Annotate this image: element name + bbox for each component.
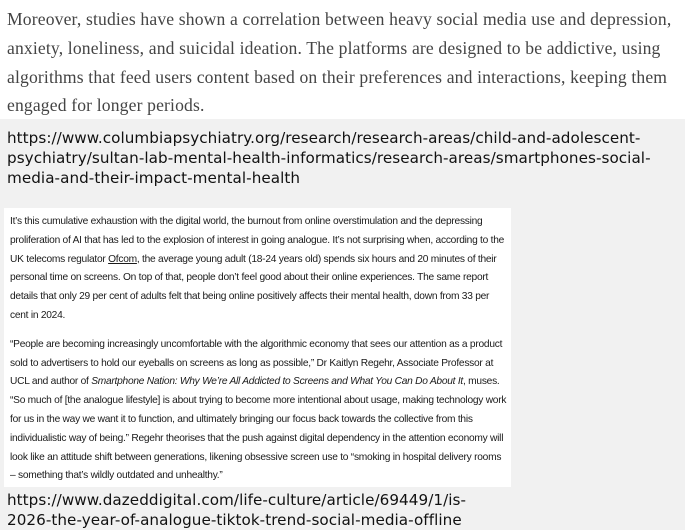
paragraph-1-text-start: It’s this cumulative exhaustion with the digital world, the burnout from online overstimulation and the depressing proliferation of AI that has led to the explosion of interest in going analogue. It’s not surprising when, according to the UK telecoms regulator: [10, 216, 505, 265]
book-title: Smartphone Nation: Why We’re All Addicted to Screens and What You Can Do About It: [91, 376, 464, 388]
paragraph-2-text-end: , muses. “So much of [the analogue lifestyle] is about trying to become more intentional about usage, making technology work for us in the way we want it to function, and ultimately bringing our focus back towards the collective from this individualistic way of being.” Regehr theorises that the push against digital dependency in the attention economy will look like an attitude shift between generations, likening obsessive screen use to “smoking in hospital delivery rooms – something that’s wildly outdated and unhealthy.”: [10, 376, 507, 482]
columbia-excerpt-block: [0, 0, 685, 119]
columbia-excerpt-text: Moreover, studies have shown a correlation between heavy social media use and depression, anxiety, loneliness, and suicidal ideation. The platforms are designed to be addictive, using algorithms that feed users content based on their preferences and interactions, keeping them engaged for longer periods.: [7, 9, 672, 116]
paragraph-2-text-start: “People are becoming increasingly uncomfortable with the algorithmic economy that sees our attention as a product sold to advertisers to hold our eyeballs on screens as long as possible,” Dr Kaitlyn Regehr, Associate Professor at UCL and author of: [10, 338, 503, 388]
paragraph-1-text-end: , the average young adult (18-24 years old) spends six hours and 20 minutes of their personal time on screens. On top of that, people don’t feel good about their online experiences. The same report details that only 29 per cent of adults felt that being online positively affects their mental health, down from 33 per cent in 2024.: [10, 253, 497, 321]
columbia-source-url: https://www.columbiapsychiatry.org/research/research-areas/child-and-adolescent-psychiatry/sultan-lab-mental-health-informatics/research-areas/smartphones-social-media-and-their-impact-mental-health: [7, 129, 651, 187]
dazed-excerpt-paragraph-2: [10, 336, 507, 486]
dazed-source-url: https://www.dazeddigital.com/life-culture/article/69449/1/is-2026-the-year-of-analogue-tiktok-trend-social-media-offline: [7, 491, 467, 529]
dazed-excerpt-block: [4, 208, 511, 487]
ofcom-link[interactable]: Ofcom: [108, 253, 137, 265]
dazed-excerpt-paragraph-1: [10, 213, 507, 326]
